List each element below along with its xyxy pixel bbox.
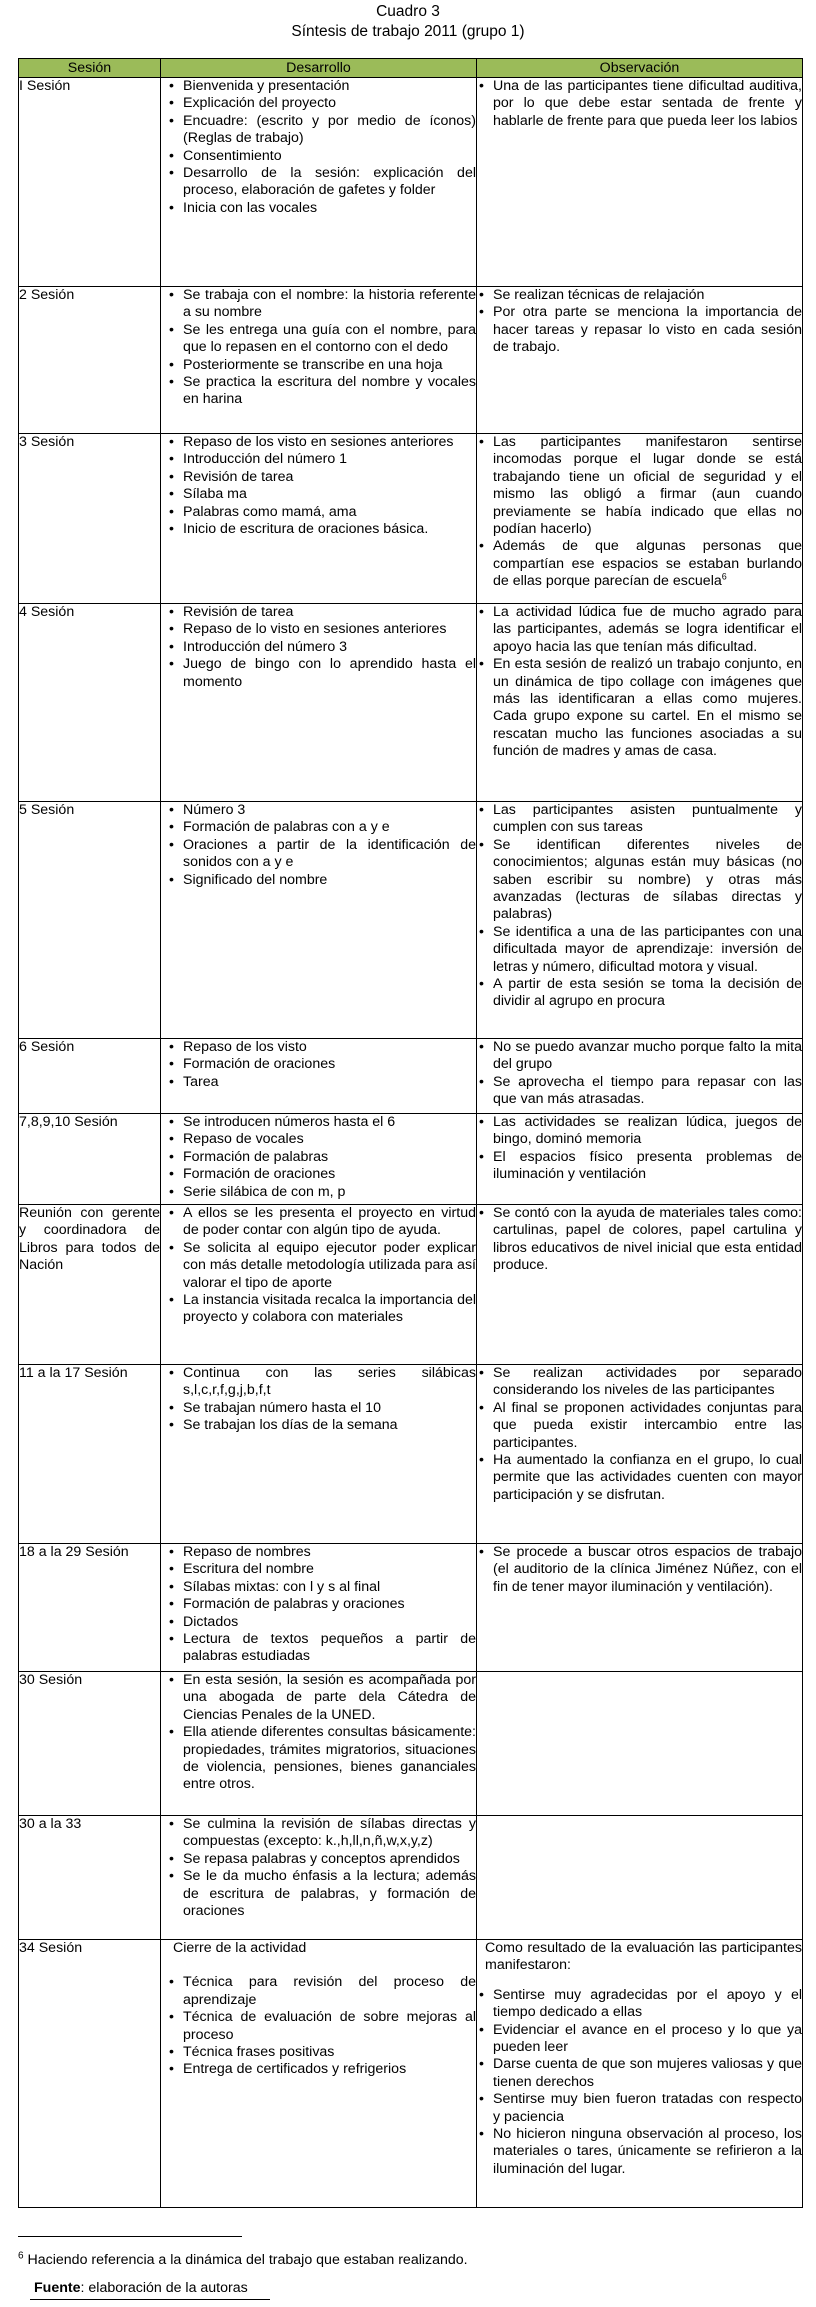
observation-text: Se identifican diferentes niveles de conocimientos; algunas están muy básicas (no saben escribir su nombre) y otras más avanzadas (lecturas de sílabas directas y palabras)	[493, 836, 802, 923]
session-cell: 11 a la 17 Sesión	[19, 1365, 161, 1544]
development-cell	[161, 802, 477, 1039]
observation-item	[477, 1987, 802, 2022]
observation-text: Se identifica a una de las participantes con una dificultada mayor de aprendizaje: inversión de letras y número, dificultad motora y visual.	[493, 923, 802, 975]
observation-cell	[477, 1940, 803, 2208]
development-item: • Oraciones a partir de la identificación de sonidos con a y e	[161, 837, 476, 872]
development-item: • Continua con las series silábicas s,l,c,r,f,g,j,b,f,t	[161, 1365, 476, 1400]
observation-item	[477, 1074, 802, 1109]
table-row	[19, 1205, 803, 1365]
observation-item	[477, 304, 802, 356]
table-row	[19, 78, 803, 287]
development-cell	[161, 1205, 477, 1365]
observation-text: Las participantes manifestaron sentirse incomodas porque el lugar donde se está trabajando tiene un oficial de seguridad y el mismo las obligó a firmar (aun cuando previamente se había indicado que ellas no podían hacerlo)	[493, 434, 802, 538]
development-item: • Introducción del número 3	[161, 639, 476, 656]
observation-list	[477, 802, 802, 1011]
caption	[0, 2, 816, 42]
observation-cell	[477, 802, 803, 1039]
development-list	[161, 1816, 476, 1920]
observation-cell	[477, 1365, 803, 1544]
observation-item	[477, 1452, 802, 1504]
development-item: • Repaso de vocales	[161, 1131, 476, 1148]
observation-cell	[477, 434, 803, 604]
observation-item	[477, 2126, 802, 2178]
development-item: • Introducción del número 1	[161, 451, 476, 468]
observation-text: No se puedo avanzar mucho porque falto la mita del grupo	[493, 1039, 802, 1073]
observation-item	[477, 1149, 802, 1184]
session-cell: 30 a la 33	[19, 1816, 161, 1940]
development-item: • Sílaba ma	[161, 486, 476, 503]
observation-text: Ha aumentado la confianza en el grupo, lo cual permite que las actividades cuenten con mayor participación y se disfrutan.	[493, 1452, 802, 1503]
development-item: • Bienvenida y presentación	[161, 78, 476, 95]
observation-cell	[477, 1205, 803, 1365]
header-session: Sesión	[19, 59, 161, 78]
development-cell	[161, 1816, 477, 1940]
development-list	[161, 1039, 476, 1091]
table-row	[19, 1672, 803, 1816]
development-item: • Repaso de los visto en sesiones anteriores	[161, 434, 476, 451]
observation-item	[477, 2022, 802, 2057]
development-item: • Técnica de evaluación de sobre mejoras al proceso	[161, 2009, 476, 2044]
observation-cell	[477, 1672, 803, 1816]
development-item: • A ellos se les presenta el proyecto en virtud de poder contar con algún tipo de ayuda.	[161, 1205, 476, 1240]
development-item: • Revisión de tarea	[161, 469, 476, 486]
development-item: • Significado del nombre	[161, 872, 476, 889]
observation-intro: Como resultado de la evaluación las participantes manifestaron:	[485, 1940, 802, 1974]
session-cell: I Sesión	[19, 78, 161, 287]
development-item: • Se repasa palabras y conceptos aprendidos	[161, 1851, 476, 1868]
observation-item	[477, 1365, 802, 1400]
development-item: • Desarrollo de la sesión: explicación del proceso, elaboración de gafetes y folder	[161, 165, 476, 200]
session-cell: 4 Sesión	[19, 604, 161, 802]
observation-text: Por otra parte se menciona la importancia de hacer tareas y repasar lo visto en cada sesión de trabajo.	[493, 304, 802, 356]
observation-item	[477, 837, 802, 924]
development-item: • Escritura del nombre	[161, 1561, 476, 1578]
source-text: : elaboración de la autoras	[80, 2280, 248, 2296]
development-item: • Tarea	[161, 1074, 476, 1091]
session-cell: 2 Sesión	[19, 287, 161, 434]
observation-item	[477, 1400, 802, 1452]
observation-text: Sentirse muy bien fueron tratadas con respecto y paciencia	[493, 2091, 802, 2125]
development-item: • Revisión de tarea	[161, 604, 476, 621]
development-item: • Se culmina la revisión de sílabas directas y compuestas (excepto: k.,h,ll,n,ñ,w,x,y,z)	[161, 1816, 476, 1851]
observation-item	[477, 1205, 802, 1275]
observation-text: Evidenciar el avance en el proceso y lo que ya pueden leer	[493, 2021, 802, 2056]
development-item: • Dictados	[161, 1614, 476, 1631]
development-list	[161, 1974, 476, 2078]
development-cell	[161, 434, 477, 604]
development-item: • Ella atiende diferentes consultas básicamente: propiedades, trámites migratorios, situaciones de violencia, pensiones, bienes gananciales entre otros.	[161, 1724, 476, 1794]
development-list	[161, 287, 476, 409]
development-item: • Encuadre: (escrito y por medio de íconos) (Reglas de trabajo)	[161, 113, 476, 148]
development-item: • Juego de bingo con lo aprendido hasta el momento	[161, 656, 476, 691]
observation-item	[477, 287, 802, 304]
development-cell	[161, 1365, 477, 1544]
observation-item	[477, 976, 802, 1011]
observation-text: Al final se proponen actividades conjuntas para que pueda existir intercambio entre las participantes.	[493, 1399, 802, 1451]
observation-item	[477, 78, 802, 130]
development-item: • Repaso de nombres	[161, 1544, 476, 1561]
development-item: • Formación de oraciones	[161, 1166, 476, 1183]
development-list	[161, 1114, 476, 1201]
observation-text: Se realizan actividades por separado considerando los niveles de las participantes	[493, 1365, 802, 1399]
development-intro: Cierre de la actividad	[173, 1940, 307, 1956]
development-item: • Formación de palabras y oraciones	[161, 1596, 476, 1613]
observation-item	[477, 2091, 802, 2126]
development-item: • Inicio de escritura de oraciones básica.	[161, 521, 476, 538]
footnote-ref: 6	[721, 571, 727, 582]
observation-text: No hicieron ninguna observación al proceso, los materiales o tares, únicamente se refirieron a la iluminación del lugar.	[493, 2126, 802, 2177]
header-observation: Observación	[477, 59, 803, 78]
observation-list	[477, 1544, 802, 1596]
observation-list	[477, 434, 802, 591]
observation-cell	[477, 1039, 803, 1114]
caption-label: Cuadro 3	[376, 3, 440, 20]
table-row	[19, 287, 803, 434]
observation-item	[477, 1114, 802, 1149]
development-item: • En esta sesión, la sesión es acompañada por una abogada de parte dela Cátedra de Ciencias Penales de la UNED.	[161, 1672, 476, 1724]
observation-cell	[477, 1114, 803, 1205]
development-item: • Se introducen números hasta el 6	[161, 1114, 476, 1131]
table-row	[19, 1816, 803, 1940]
observation-text: Las actividades se realizan lúdica, juegos de bingo, dominó memoria	[493, 1114, 802, 1148]
development-item: • Formación de oraciones	[161, 1056, 476, 1073]
development-item: • Posteriormente se transcribe en una hoja	[161, 357, 476, 374]
session-cell: 3 Sesión	[19, 434, 161, 604]
observation-item	[477, 1039, 802, 1074]
table-body	[19, 78, 803, 2208]
observation-text: Se realizan técnicas de relajación	[493, 287, 705, 303]
session-cell: 7,8,9,10 Sesión	[19, 1114, 161, 1205]
observation-item	[477, 802, 802, 837]
development-list	[161, 78, 476, 217]
session-cell: 5 Sesión	[19, 802, 161, 1039]
development-item: • Se trabajan los días de la semana	[161, 1417, 476, 1434]
observation-item	[477, 434, 802, 538]
development-cell	[161, 1544, 477, 1672]
observation-text: Se contó con la ayuda de materiales tales como: cartulinas, papel de colores, papel cartulina y libros educativos de nivel inicial que esta entidad produce.	[493, 1205, 802, 1274]
development-cell	[161, 1114, 477, 1205]
observation-list	[477, 1039, 802, 1109]
development-list	[161, 604, 476, 691]
session-cell: 18 a la 29 Sesión	[19, 1544, 161, 1672]
session-cell: 30 Sesión	[19, 1672, 161, 1816]
caption-title: Síntesis de trabajo 2011 (grupo 1)	[291, 23, 525, 40]
development-item: • La instancia visitada recalca la importancia del proyecto y colabora con materiales	[161, 1292, 476, 1327]
observation-cell	[477, 78, 803, 287]
observation-text: Darse cuenta de que son mujeres valiosas y que tienen derechos	[493, 2056, 802, 2090]
observation-text: Sentirse muy agradecidas por el apoyo y el tiempo dedicado a ellas	[493, 1986, 802, 2021]
observation-item	[477, 1544, 802, 1596]
spacer	[477, 1975, 802, 1987]
development-item: • Palabras como mamá, ama	[161, 504, 476, 521]
observation-text: A partir de esta sesión se toma la decisión de dividir al agrupo en procura	[493, 976, 802, 1010]
development-list	[161, 1205, 476, 1327]
development-cell	[161, 604, 477, 802]
session-cell: 34 Sesión	[19, 1940, 161, 2208]
observation-list	[477, 78, 802, 130]
development-item: • Repaso de lo visto en sesiones anteriores	[161, 621, 476, 638]
footnote-text: Haciendo referencia a la dinámica del trabajo que estaban realizando.	[27, 2252, 468, 2268]
observation-list	[477, 1114, 802, 1184]
table-row	[19, 802, 803, 1039]
table-row	[19, 1039, 803, 1114]
observation-cell	[477, 604, 803, 802]
development-list	[161, 1544, 476, 1666]
development-item: • Sílabas mixtas: con l y s al final	[161, 1579, 476, 1596]
development-item: • Se practica la escritura del nombre y vocales en harina	[161, 374, 476, 409]
observation-item	[477, 538, 802, 590]
table-row	[19, 1114, 803, 1205]
table-row	[19, 434, 803, 604]
footnote-rule	[18, 2236, 242, 2237]
development-cell	[161, 78, 477, 287]
header-development: Desarrollo	[161, 59, 477, 78]
development-cell	[161, 1672, 477, 1816]
observation-item	[477, 656, 802, 760]
development-cell	[161, 1940, 477, 2208]
development-item: • Repaso de los visto	[161, 1039, 476, 1056]
development-item: • Serie silábica de con m, p	[161, 1184, 476, 1201]
development-item: • Inicia con las vocales	[161, 200, 476, 217]
observation-list	[477, 604, 802, 761]
observation-text: Además de que algunas personas que compartían ese espacios se estaban burlando de ellas porque parecían de escuela	[493, 538, 802, 590]
development-item: • Se les entrega una guía con el nombre, para que lo repasen en el contorno con el dedo	[161, 322, 476, 357]
development-list	[161, 1672, 476, 1794]
development-item: • Se trabajan número hasta el 10	[161, 1400, 476, 1417]
development-item: • Número 3	[161, 802, 476, 819]
observation-text: Las participantes asisten puntualmente y cumplen con sus tareas	[493, 802, 802, 836]
development-item: • Explicación del proyecto	[161, 95, 476, 112]
session-cell: Reunión con gerente y coordinadora de Libros para todos de Nación	[19, 1205, 161, 1365]
development-item: • Formación de palabras con a y e	[161, 819, 476, 836]
development-cell	[161, 1039, 477, 1114]
development-list	[161, 434, 476, 538]
observation-cell	[477, 1544, 803, 1672]
footnote	[18, 2251, 468, 2269]
development-item: • Lectura de textos pequeños a partir de palabras estudiadas	[161, 1631, 476, 1666]
observation-text: Se procede a buscar otros espacios de trabajo (el auditorio de la clínica Jiménez Núñez, con el fin de tener mayor iluminación y ventilación).	[493, 1544, 802, 1595]
observation-cell	[477, 287, 803, 434]
table-row	[19, 1365, 803, 1544]
development-item: • Se le da mucho énfasis a la lectura; además de escritura de palabras, y formación de oraciones	[161, 1868, 476, 1920]
source-rule	[30, 2299, 270, 2300]
observation-list	[477, 287, 802, 357]
source-note	[34, 2279, 248, 2297]
spacer	[161, 1957, 476, 1974]
development-item: • Se solicita al equipo ejecutor poder explicar con más detalle metodología utilizada para así valorar el tipo de aporte	[161, 1240, 476, 1292]
development-cell	[161, 287, 477, 434]
observation-text: Se aprovecha el tiempo para repasar con las que van más atrasadas.	[493, 1073, 802, 1108]
observation-text: En esta sesión de realizó un trabajo conjunto, en un dinámica de tipo collage con imágenes que más las identificaran a ellas como mujeres. Cada grupo expone su cartel. En el mismo se rescatan mucho las funciones asociadas a su función de madres y amas de casa.	[493, 656, 802, 760]
observation-text: La actividad lúdica fue de mucho agrado para las participantes, además se logra identificar el apoyo hacia las que tenían más dificultad.	[493, 604, 802, 655]
development-list	[161, 1365, 476, 1435]
development-item: • Formación de palabras	[161, 1149, 476, 1166]
synthesis-table	[18, 58, 803, 2208]
observation-item	[477, 924, 802, 976]
development-item: • Entrega de certificados y refrigerios	[161, 2061, 476, 2078]
observation-item	[477, 2056, 802, 2091]
footnote-number: 6	[18, 2250, 24, 2262]
table-row	[19, 1544, 803, 1672]
development-item: • Consentimiento	[161, 148, 476, 165]
observation-cell	[477, 1816, 803, 1940]
observation-text: Una de las participantes tiene dificultad auditiva, por lo que debe estar sentada de frente y hablarle de frente para que pueda leer los labios	[493, 78, 802, 129]
development-item: • Técnica frases positivas	[161, 2044, 476, 2061]
session-cell: 6 Sesión	[19, 1039, 161, 1114]
observation-list	[477, 1205, 802, 1275]
source-label: Fuente	[34, 2280, 81, 2296]
development-item: • Técnica para revisión del proceso de aprendizaje	[161, 1974, 476, 2009]
table-row	[19, 1940, 803, 2208]
table-header-row	[19, 59, 803, 78]
observation-item	[477, 604, 802, 656]
table-row	[19, 604, 803, 802]
development-item: • Se trabaja con el nombre: la historia referente a su nombre	[161, 287, 476, 322]
observation-list	[477, 1987, 802, 2178]
observation-list	[477, 1365, 802, 1504]
development-list	[161, 802, 476, 889]
observation-text: El espacios físico presenta problemas de iluminación y ventilación	[493, 1148, 802, 1183]
